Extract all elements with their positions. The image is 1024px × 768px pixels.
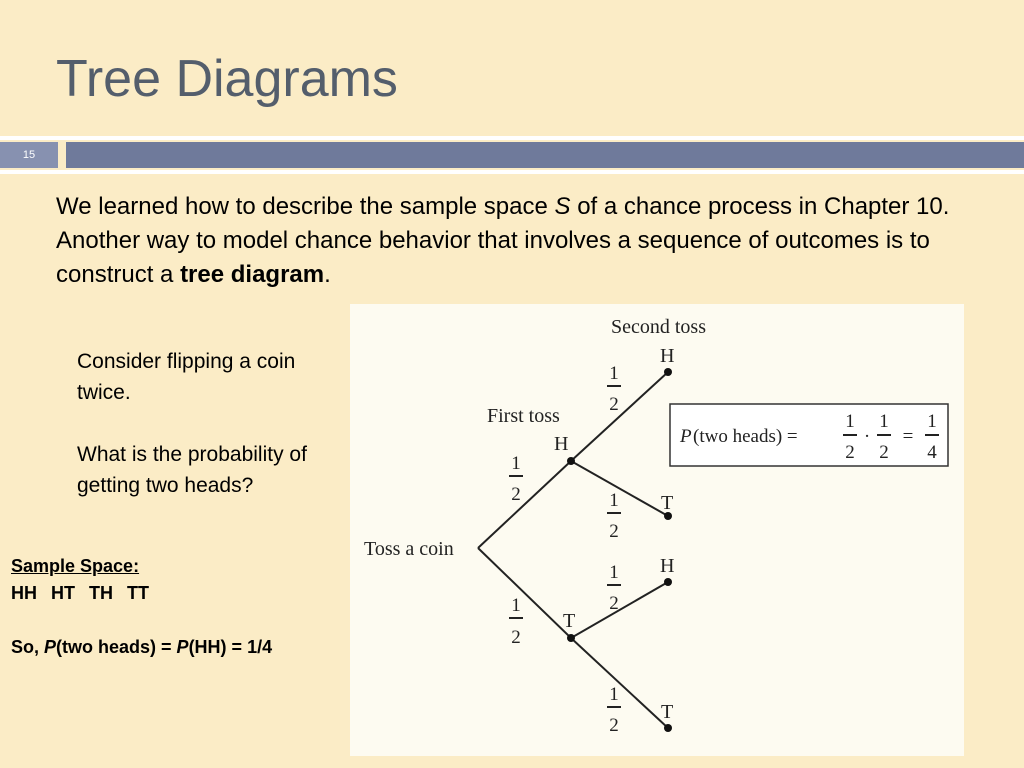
conclusion-so: So, — [11, 637, 45, 657]
branch-root-h — [478, 461, 571, 548]
formula-f2-den: 2 — [879, 442, 889, 463]
second-toss-label: Second toss — [611, 316, 706, 338]
intro-text-1: We learned how to describe the sample space — [56, 193, 555, 220]
prob-root-t — [509, 595, 523, 648]
node-first-t — [567, 634, 575, 642]
probability-conclusion — [11, 634, 356, 661]
conclusion-mid: (two heads) = — [56, 637, 177, 657]
prob-h-h — [607, 363, 621, 415]
prob-t-t-num: 1 — [609, 684, 619, 705]
node-th — [664, 578, 672, 586]
formula-text: (two heads) = — [693, 426, 798, 447]
prob-t-h — [607, 562, 621, 614]
prob-root-t-den: 2 — [511, 627, 521, 648]
sample-space-symbol: S — [554, 193, 571, 220]
question-line-1: Consider flipping a coin twice. — [77, 350, 296, 404]
formula-f1-den: 2 — [845, 442, 855, 463]
outcome-tt: TT — [127, 583, 149, 603]
branch-t-t — [571, 638, 668, 728]
tree-diagram-panel — [350, 304, 964, 756]
second-outcome-tt: T — [661, 701, 674, 723]
prob-h-t-den: 2 — [609, 521, 619, 542]
node-first-h — [567, 457, 575, 465]
slide-number: 15 — [0, 142, 58, 168]
prob-t-t — [607, 684, 621, 736]
prob-root-h-den: 2 — [511, 484, 521, 505]
prob-h-t-num: 1 — [609, 490, 619, 511]
tree-diagram-svg — [350, 304, 964, 756]
root-label: Toss a coin — [364, 538, 454, 560]
outcome-th: TH — [89, 583, 113, 603]
conclusion-p1: P — [44, 637, 57, 657]
prob-root-h-num: 1 — [511, 453, 521, 474]
prob-t-h-num: 1 — [609, 562, 619, 583]
slide-title: Tree Diagrams — [56, 50, 398, 108]
prob-root-h — [509, 453, 523, 505]
sample-space-outcomes — [11, 580, 356, 607]
first-outcome-t: T — [563, 610, 576, 632]
sample-space-heading: Sample Space: — [11, 556, 140, 576]
formula-f2-num: 1 — [879, 411, 889, 432]
intro-paragraph — [56, 190, 986, 292]
divider-top — [0, 136, 1024, 140]
second-outcome-hh: H — [660, 345, 675, 367]
outcome-ht: HT — [51, 583, 75, 603]
sample-space-block — [11, 553, 356, 661]
question-block — [77, 346, 342, 501]
prob-h-t — [607, 490, 621, 542]
prob-h-h-den: 2 — [609, 394, 619, 415]
node-tt — [664, 724, 672, 732]
tree-diagram-term: tree diagram — [180, 261, 325, 288]
branch-h-t — [571, 461, 668, 516]
formula-equals: = — [902, 426, 914, 447]
prob-root-t-num: 1 — [511, 595, 521, 616]
formula-p: P — [680, 426, 692, 447]
question-line-2: What is the probability of getting two heads? — [77, 443, 307, 497]
formula-f1-num: 1 — [845, 411, 855, 432]
outcome-hh: HH — [11, 583, 37, 603]
second-outcome-th: H — [660, 555, 675, 577]
prob-h-h-num: 1 — [609, 363, 619, 384]
second-outcome-ht: T — [661, 492, 674, 514]
first-outcome-h: H — [554, 433, 569, 455]
conclusion-p2: P — [176, 637, 189, 657]
node-hh — [664, 368, 672, 376]
branch-t-h — [571, 582, 668, 638]
first-toss-label: First toss — [487, 405, 560, 427]
conclusion-end: (HH) = 1/4 — [188, 637, 273, 657]
branch-root-t — [478, 548, 571, 638]
intro-text-2: of a chance process in Chapter 10. Another way to model chance behavior that involves a sequence of outcomes is to construct a — [56, 193, 950, 288]
prob-t-h-den: 2 — [609, 593, 619, 614]
prob-t-t-den: 2 — [609, 715, 619, 736]
title-bar — [66, 142, 1024, 168]
formula-f3-den: 4 — [927, 442, 937, 463]
divider-bottom — [0, 170, 1024, 174]
intro-text-end: . — [324, 261, 331, 288]
formula-f3-num: 1 — [927, 411, 937, 432]
formula-dot: · — [863, 426, 871, 447]
formula-box — [670, 404, 948, 466]
